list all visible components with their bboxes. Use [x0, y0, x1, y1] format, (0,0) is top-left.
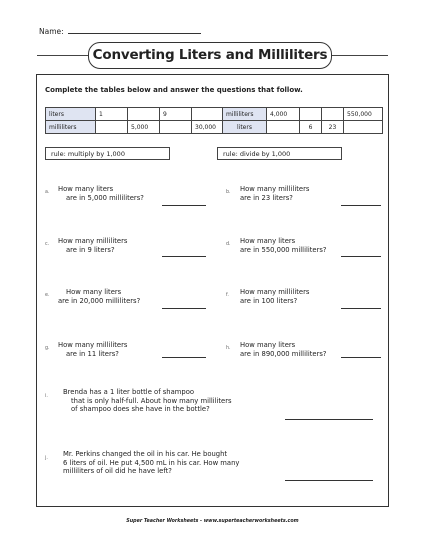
- question-text: How many milliliters are in 100 liters?: [240, 288, 310, 305]
- name-field[interactable]: [39, 26, 201, 36]
- row-header: liters: [223, 121, 267, 134]
- table-cell[interactable]: [128, 108, 160, 121]
- table-cell[interactable]: 550,000: [344, 108, 383, 121]
- answer-line[interactable]: [162, 205, 206, 206]
- question-text: How many milliliters are in 23 liters?: [240, 185, 310, 202]
- question-letter: b.: [226, 190, 231, 195]
- page-title: Converting Liters and Milliliters: [88, 42, 332, 69]
- table-cell[interactable]: 9: [160, 108, 192, 121]
- table-cell[interactable]: 6: [300, 121, 322, 134]
- question-text: How many milliliters are in 9 liters?: [58, 237, 128, 254]
- word-problem-text: Mr. Perkins changed the oil in his car. He bought 6 liters of oil. He put 4,500 mL in his car. How many milliliters of oil did he have left?: [63, 450, 240, 476]
- question-letter: j.: [45, 456, 48, 461]
- table-cell[interactable]: [96, 121, 128, 134]
- answer-line[interactable]: [162, 357, 206, 358]
- table-cell[interactable]: [300, 108, 322, 121]
- table-row: [223, 121, 383, 134]
- answer-line[interactable]: [341, 357, 381, 358]
- table-cell[interactable]: 30,000: [192, 121, 224, 134]
- row-header: milliliters: [46, 121, 96, 134]
- word-problem-text: Brenda has a 1 liter bottle of shampoo that is only half-full. About how many milliliters of shampoo does she have in the bottle?: [63, 388, 232, 414]
- question-text: How many liters are in 20,000 milliliters?: [58, 288, 141, 305]
- name-label: Name:: [39, 27, 64, 36]
- table-cell[interactable]: 1: [96, 108, 128, 121]
- answer-line[interactable]: [341, 205, 381, 206]
- table-cell[interactable]: [160, 121, 192, 134]
- milliliters-to-liters-table: [222, 107, 383, 134]
- question-text: How many liters are in 890,000 milliliters?: [240, 341, 327, 358]
- question-letter: i.: [45, 394, 48, 399]
- question-letter: c.: [45, 242, 50, 247]
- rule-box-divide: rule: divide by 1,000: [217, 147, 342, 160]
- question-letter: d.: [226, 242, 231, 247]
- instructions: Complete the tables below and answer the questions that follow.: [45, 86, 303, 94]
- question-letter: a.: [45, 190, 50, 195]
- table-cell[interactable]: [267, 121, 300, 134]
- question-letter: e.: [45, 293, 50, 298]
- table-cell[interactable]: [192, 108, 224, 121]
- table-row: [46, 121, 224, 134]
- answer-line[interactable]: [285, 419, 373, 420]
- answer-line[interactable]: [162, 256, 206, 257]
- table-cell[interactable]: 23: [322, 121, 344, 134]
- answer-line[interactable]: [341, 256, 381, 257]
- table-cell[interactable]: 5,000: [128, 121, 160, 134]
- row-header: liters: [46, 108, 96, 121]
- answer-line[interactable]: [341, 308, 381, 309]
- footer: Super Teacher Worksheets - www.superteacherworksheets.com: [126, 519, 299, 524]
- question-letter: f.: [226, 293, 229, 298]
- question-letter: g.: [45, 346, 50, 351]
- table-row: [223, 108, 383, 121]
- question-text: How many liters are in 550,000 milliliters?: [240, 237, 327, 254]
- question-letter: h.: [226, 346, 231, 351]
- question-text: How many liters are in 5,000 milliliters?: [58, 185, 144, 202]
- question-text: How many milliliters are in 11 liters?: [58, 341, 128, 358]
- rule-box-multiply: rule: multiply by 1,000: [45, 147, 170, 160]
- table-cell[interactable]: 4,000: [267, 108, 300, 121]
- table-cell[interactable]: [322, 108, 344, 121]
- name-line[interactable]: [68, 26, 201, 34]
- answer-line[interactable]: [285, 480, 373, 481]
- answer-line[interactable]: [162, 308, 206, 309]
- liters-to-milliliters-table: [45, 107, 224, 134]
- table-row: [46, 108, 224, 121]
- row-header: milliliters: [223, 108, 267, 121]
- table-cell[interactable]: [344, 121, 383, 134]
